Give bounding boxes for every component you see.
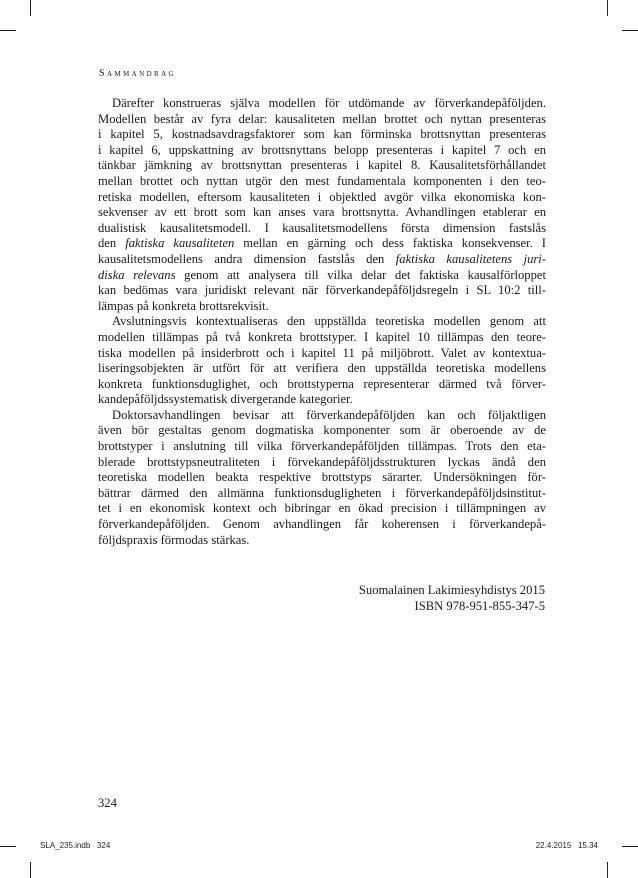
text-run: brottstyper i anslutning till vilka förverkandepåföljden tillämpas. Trots den eta- — [98, 439, 546, 454]
text-line — [98, 158, 546, 174]
text-run: Avslutningsvis kontextualiseras den uppställda teoretiska modellen genom att — [112, 314, 546, 329]
text-line — [98, 501, 546, 517]
text-run: kausalitetsmodellens andra dimension fastslås den — [98, 251, 396, 266]
text-run: dualistisk kausalitetsmodell. I kausalitetsmodellens första dimension fastslås — [98, 220, 546, 235]
text-line — [98, 221, 546, 237]
text-run: Modellen består av fyra delar: kausaliteten mellan brottet och nyttan presenteras — [98, 111, 546, 126]
text-line — [98, 346, 546, 362]
body-text — [98, 96, 546, 548]
crop-mark-bottom-right-horizontal — [622, 846, 638, 847]
paragraph — [98, 96, 546, 314]
text-run: liseringsobjekten är utfört för att verifiera den uppställda teoretiska modellens — [98, 361, 546, 376]
print-slug-date: 22.4.2015 15.34 — [535, 841, 598, 850]
text-line — [98, 127, 546, 143]
text-run: sekvenser av ett brott som kan anses vara brottsnytta. Avhandlingen etablerar en — [98, 205, 546, 220]
text-line — [98, 112, 546, 128]
text-run: den — [98, 236, 126, 251]
text-run: genom att analysera till vilka delar det faktiska kausalförloppet — [175, 267, 546, 282]
isbn-line: ISBN 978-951-855-347-5 — [414, 599, 545, 613]
imprint — [359, 582, 545, 614]
text-run: modellen tillämpas på två konkreta brottstyper. I kapitel 10 tillämpas den teore- — [98, 329, 546, 344]
text-line — [98, 96, 546, 112]
text-line — [98, 455, 546, 471]
text-line — [98, 330, 546, 346]
text-line — [98, 423, 546, 439]
italic-term: faktiska kausaliteten — [125, 236, 235, 251]
text-line — [98, 205, 546, 221]
running-header: Sammandrag — [99, 68, 177, 79]
text-run: mellan en gärning och dess faktiska konsekvenser. I — [234, 236, 546, 251]
crop-mark-bottom-left-vertical — [30, 862, 31, 878]
text-run: konkreta funktionsduglighet, och brottstyperna representerar därmed två förver- — [98, 376, 546, 391]
text-line — [98, 470, 546, 486]
text-line — [98, 486, 546, 502]
text-line — [98, 392, 546, 408]
crop-mark-bottom-left-horizontal — [0, 846, 16, 847]
text-run: Doktorsavhandlingen bevisar att förverkandepåföljden kan och följaktligen — [112, 407, 546, 422]
text-run: i kapitel 5, kostnadsavdragsfaktorer som kan förminska brottsnyttan presenteras — [98, 127, 546, 142]
text-run: mellan brottet och nyttan utgör den mest fundamentala komponenten i den teo- — [98, 173, 546, 188]
text-run: Därefter konstrueras själva modellen för utdömande av förverkandepåföljden. — [112, 96, 546, 110]
text-line — [98, 439, 546, 455]
text-line — [98, 236, 546, 252]
text-line — [98, 408, 546, 424]
text-run: teoretiska modellen beakta respektive brottstyps särarter. Undersökningen för- — [98, 470, 546, 485]
publisher-line: Suomalainen Lakimiesyhdistys 2015 — [358, 583, 545, 597]
text-line — [98, 268, 546, 284]
crop-mark-top-left-horizontal — [0, 30, 16, 31]
text-run: tiska modellen på insiderbrott och i kapitel 11 på miljöbrott. Valet av kontextua- — [98, 345, 546, 360]
text-run: retiska modellen, eftersom kausaliteten i objektled avgör vilka ekonomiska kon- — [98, 189, 546, 204]
text-run: i kapitel 6, uppskattning av brottsnyttans belopp presenteras i kapitel 7 och en — [98, 142, 546, 157]
text-line — [98, 299, 546, 315]
italic-term: diska relevans — [98, 267, 176, 282]
text-run: kan bedömas vara juridiskt relevant när förverkandepåföljdsregeln i SL 10:2 till- — [98, 283, 546, 298]
crop-mark-bottom-right-vertical — [607, 862, 608, 878]
text-line — [98, 283, 546, 299]
text-run: blerade brottstypsneutraliteten i förvekandepåföljdsstrukturen lyckas ändå den — [98, 454, 546, 469]
text-line — [98, 252, 546, 268]
text-line — [98, 517, 546, 533]
text-run: följdspraxis förmodas stärkas. — [98, 532, 250, 547]
crop-mark-top-right-vertical — [607, 0, 608, 16]
text-line — [98, 143, 546, 159]
text-run: lämpas på konkreta brottsrekvisit. — [98, 298, 269, 313]
text-line — [98, 314, 546, 330]
text-line — [98, 361, 546, 377]
crop-mark-top-right-horizontal — [622, 30, 638, 31]
text-line — [98, 190, 546, 206]
paragraph — [98, 314, 546, 408]
text-run: bättrar därmed den allmänna funktionsdugligheten i förverkandepåföljdsinstitut- — [98, 485, 546, 500]
page-number: 324 — [98, 796, 117, 810]
text-run: tänkbar jämkning av brottsnyttan presenteras i kapitel 8. Kausalitetsförhållandet — [98, 158, 546, 173]
text-line — [98, 174, 546, 190]
print-slug-file: SLA_235.indb 324 — [40, 841, 111, 850]
text-run: förverkandepåföljden. Genom avhandlingen får koherensen i förverkandepå- — [98, 517, 546, 532]
crop-mark-top-left-vertical — [30, 0, 31, 16]
text-line — [98, 377, 546, 393]
text-run: kandepåföljdssystematisk divergerande kategorier. — [98, 392, 353, 407]
paragraph — [98, 408, 546, 548]
italic-term: faktiska kausalitetens juri- — [395, 251, 546, 266]
text-line — [98, 533, 546, 549]
text-run: även bör gestaltas genom dogmatiska komponenter som är oberoende av de — [98, 423, 546, 438]
text-run: tet i en ekonomisk kontext och bibringar en ökad precision i tillämpningen av — [98, 501, 546, 516]
